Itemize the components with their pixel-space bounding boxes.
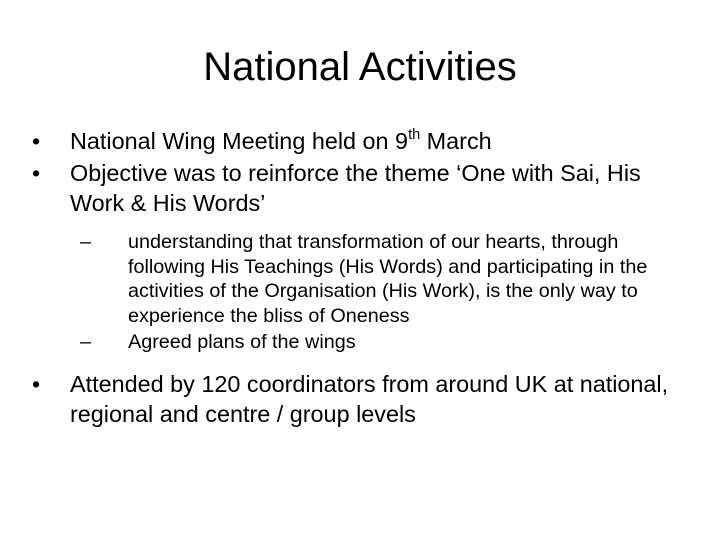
- bullet-marker: •: [32, 160, 41, 186]
- bullet-text: Objective was to reinforce the theme ‘One with Sai, His Work & His Words’: [70, 160, 641, 216]
- sub-bullet-item-understanding: [24, 230, 694, 328]
- sub-bullet-marker: –: [80, 331, 92, 353]
- bullet-marker: •: [32, 370, 41, 397]
- bullet-item-meeting: [24, 126, 694, 156]
- bullet-text: National Wing Meeting held on 9: [70, 128, 409, 154]
- bullet-marker: •: [32, 128, 41, 154]
- bullet-list: [24, 126, 694, 431]
- slide-title: National Activities: [203, 45, 517, 89]
- bullet-superscript: th: [408, 126, 421, 143]
- sub-bullet-text: Agreed plans of the wings: [128, 331, 356, 353]
- bullet-item-objective: [24, 158, 694, 218]
- bullet-text-end: March: [420, 128, 492, 154]
- sub-bullet-text: understanding that transformation of our hearts, through following His Teachings (His Words) and participating in the activities of the Organisation (His Work), is the only way to experience the bliss of Oneness: [128, 231, 648, 327]
- bullet-text: Attended by 120 coordinators from around UK at national, regional and centre / group levels: [70, 370, 669, 427]
- bullet-item-attended: [24, 369, 694, 429]
- sub-bullet-item-plans: [24, 330, 694, 355]
- sub-bullet-marker: –: [80, 231, 92, 253]
- sub-bullet-list: [24, 230, 694, 355]
